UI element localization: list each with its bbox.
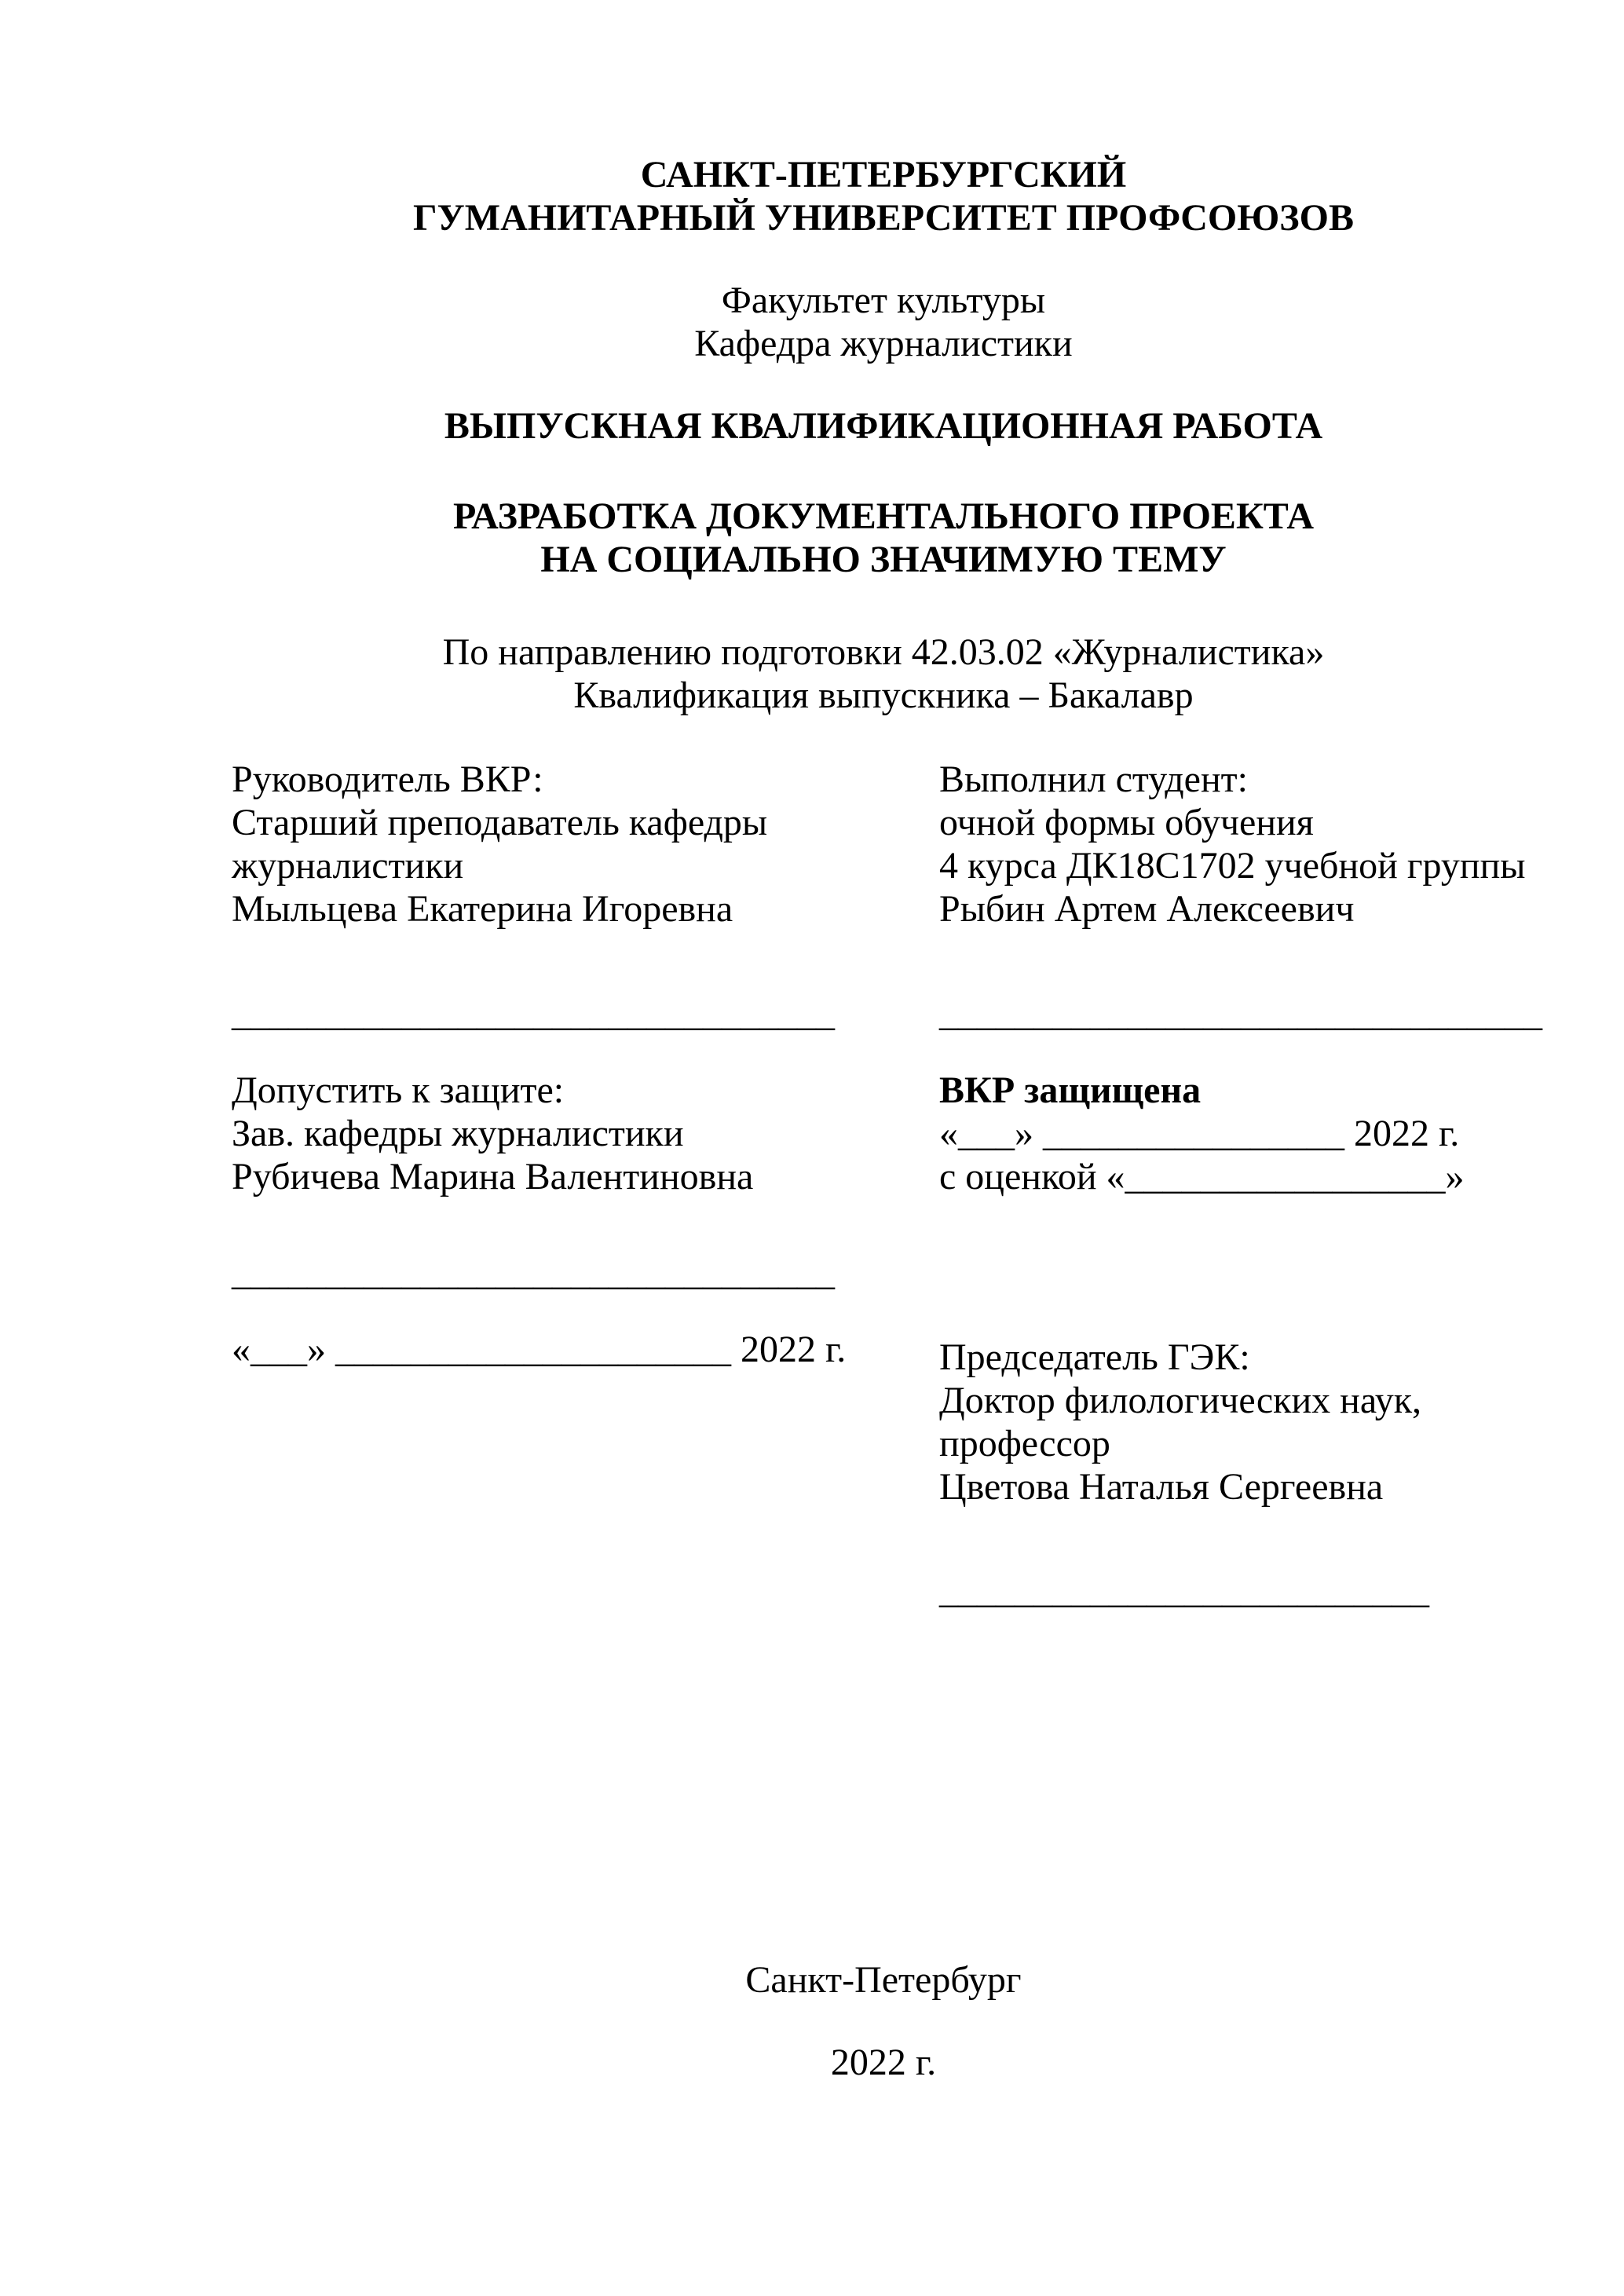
chairman-signature-line: __________________________: [939, 1570, 1429, 1611]
defense-block: [939, 1069, 1536, 1198]
university-name: [232, 153, 1535, 239]
program-direction: По направлению подготовки 42.03.02 «Журналистика»: [442, 631, 1325, 673]
department-name: Кафедра журналистики: [694, 323, 1073, 364]
student-study-form: очной формы обучения: [939, 802, 1314, 843]
supervisor-position-line-1: Старший преподаватель кафедры: [232, 802, 768, 843]
right-column: [939, 758, 1542, 1612]
faculty-name: Факультет культуры: [721, 280, 1046, 321]
admission-signature-line: ________________________________: [232, 1252, 835, 1293]
document-header: [232, 153, 1535, 717]
admission-block: [232, 1069, 939, 1198]
document-footer: [232, 1958, 1535, 2084]
supervisor-signature-line: ________________________________: [232, 993, 835, 1034]
chairman-degree-line-2: профессор: [939, 1423, 1110, 1464]
work-type-heading: [232, 404, 1535, 448]
thesis-title: [232, 495, 1535, 581]
supervisor-block: [232, 758, 939, 930]
faculty-department-block: [232, 279, 1535, 365]
footer-city: Санкт-Петербург: [745, 1959, 1022, 2001]
chairman-label: Председатель ГЭК:: [939, 1336, 1250, 1378]
student-label: Выполнил студент:: [939, 759, 1248, 800]
defense-date-line: «___» ________________ 2022 г.: [939, 1113, 1460, 1154]
footer-year: 2022 г.: [830, 2042, 937, 2083]
student-signature-line: ________________________________: [939, 993, 1542, 1034]
admission-label: Допустить к защите:: [232, 1069, 565, 1111]
signature-columns: [232, 758, 1542, 1612]
supervisor-label: Руководитель ВКР:: [232, 759, 543, 800]
program-info-block: [232, 631, 1535, 717]
student-group: 4 курса ДК18С1702 учебной группы: [939, 845, 1526, 887]
university-name-line-1: САНКТ-ПЕТЕРБУРГСКИЙ: [640, 154, 1127, 196]
chairman-block: [939, 1336, 1536, 1508]
department-head-position: Зав. кафедры журналистики: [232, 1113, 684, 1154]
supervisor-name: Мыльцева Екатерина Игоревна: [232, 888, 733, 930]
defense-label: ВКР защищена: [939, 1069, 1202, 1111]
chairman-name: Цветова Наталья Сергеевна: [939, 1466, 1384, 1508]
department-head-name: Рубичева Марина Валентиновна: [232, 1156, 754, 1197]
thesis-title-line-2: НА СОЦИАЛЬНО ЗНАЧИМУЮ ТЕМУ: [540, 539, 1227, 580]
student-name: Рыбин Артем Алексеевич: [939, 888, 1355, 930]
admission-date-line: «___» _____________________ 2022 г.: [232, 1329, 847, 1370]
student-block: [939, 758, 1536, 930]
left-column: [232, 758, 939, 1612]
graduate-qualification: Квалификация выпускника – Бакалавр: [573, 675, 1194, 716]
university-name-line-2: ГУМАНИТАРНЫЙ УНИВЕРСИТЕТ ПРОФСОЮЗОВ: [413, 197, 1354, 239]
thesis-title-line-1: РАЗРАБОТКА ДОКУМЕНТАЛЬНОГО ПРОЕКТА: [452, 495, 1315, 537]
chairman-degree-line-1: Доктор филологических наук,: [939, 1380, 1422, 1421]
defense-grade-line: с оценкой «_________________»: [939, 1156, 1465, 1197]
work-type-text: ВЫПУСКНАЯ КВАЛИФИКАЦИОННАЯ РАБОТА: [444, 405, 1323, 447]
supervisor-position-line-2: журналистики: [232, 845, 464, 887]
